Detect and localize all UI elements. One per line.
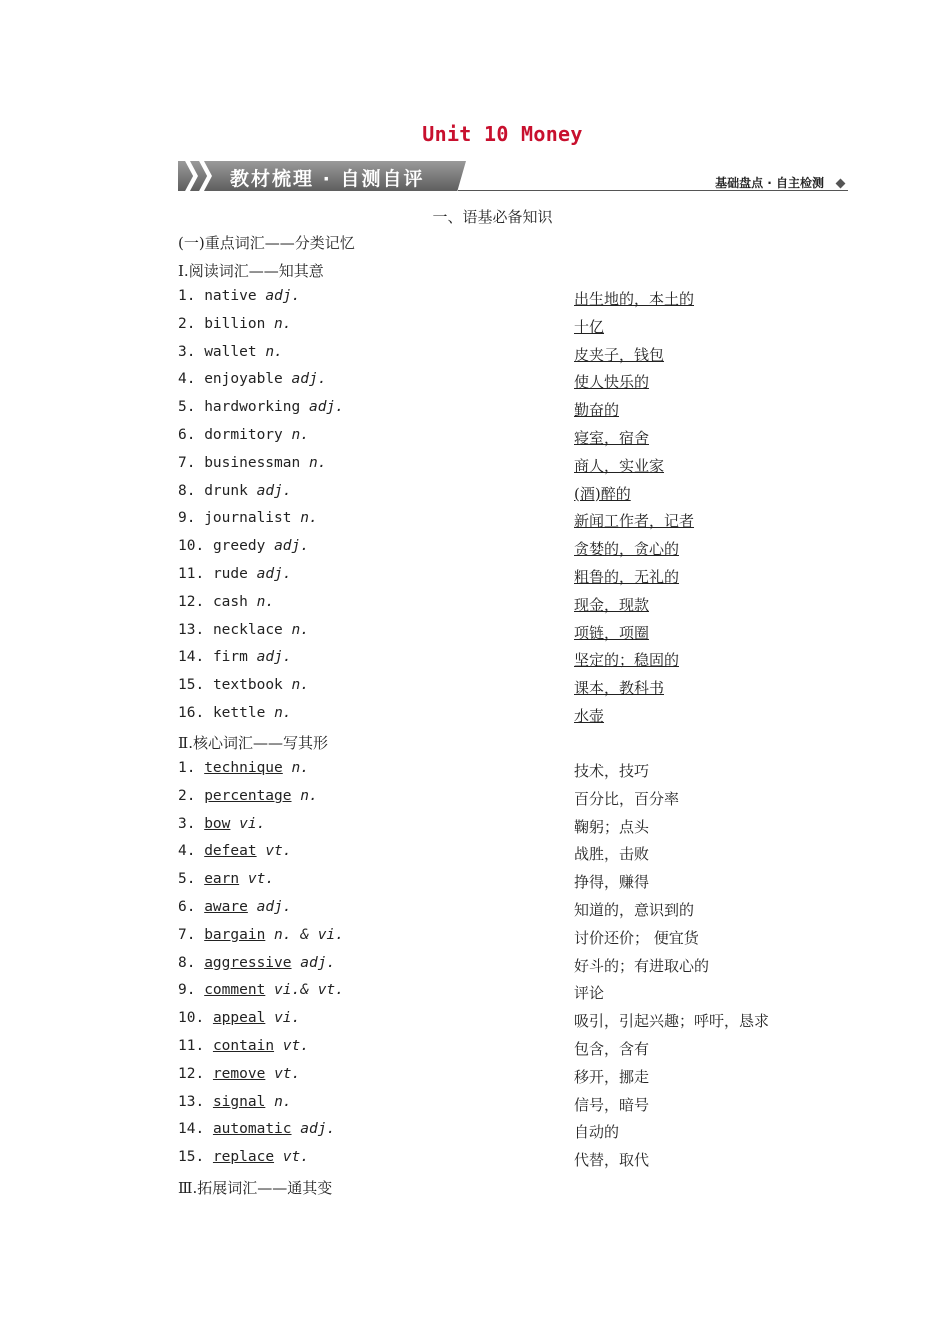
item-number: 12. xyxy=(178,1065,205,1082)
chinese-meaning: 现金，现款 xyxy=(574,595,650,614)
list-item xyxy=(178,1149,858,1173)
section-banner xyxy=(178,158,848,196)
chinese-meaning: 项链，项圈 xyxy=(574,623,650,642)
word-entry xyxy=(178,649,292,665)
english-word: percentage xyxy=(204,787,292,804)
list-item xyxy=(178,1094,858,1118)
english-word: drunk xyxy=(204,482,248,499)
word-entry xyxy=(178,788,318,804)
word-entry xyxy=(178,594,274,610)
item-number: 11. xyxy=(178,1038,205,1054)
banner-subtitle: 基础盘点 · 自主检测 xyxy=(715,176,824,190)
part-of-speech: vt. xyxy=(282,1149,309,1166)
english-word: replace xyxy=(212,1149,275,1166)
list-item xyxy=(178,899,858,923)
english-word: billion xyxy=(204,315,266,332)
part-of-speech: vt. xyxy=(247,871,275,888)
part-of-speech: adj. xyxy=(308,399,344,416)
list-item xyxy=(178,955,858,979)
chinese-meaning: 挣得，赚得 xyxy=(574,873,650,892)
item-number: 15. xyxy=(178,1149,205,1166)
chinese-meaning: 信号，暗号 xyxy=(574,1095,650,1114)
english-word: signal xyxy=(212,1093,266,1110)
list-item xyxy=(178,371,858,395)
part-of-speech: n. xyxy=(291,621,309,638)
item-number: 12. xyxy=(178,593,205,610)
chinese-meaning: 坚定的；稳固的 xyxy=(574,651,680,670)
list-item xyxy=(178,455,858,479)
part-of-speech: n. & vi. xyxy=(274,926,344,943)
item-number: 10. xyxy=(178,1010,205,1027)
list-item xyxy=(178,760,858,784)
english-word: necklace xyxy=(212,621,283,638)
part-of-speech: n. xyxy=(291,760,309,776)
item-number: 7. xyxy=(178,454,196,471)
part-of-speech: vt. xyxy=(274,1065,301,1082)
item-number: 1. xyxy=(178,760,196,776)
item-number: 4. xyxy=(178,371,196,388)
list-item xyxy=(178,816,858,840)
chinese-meaning: 自动的 xyxy=(574,1123,620,1142)
list-item xyxy=(178,1121,858,1145)
item-number: 2. xyxy=(178,315,196,332)
chinese-meaning: 水壶 xyxy=(574,707,605,725)
item-number: 2. xyxy=(178,787,196,804)
chinese-meaning: 新闻工作者，记者 xyxy=(574,512,695,531)
part-of-speech: n. xyxy=(300,510,318,527)
word-entry xyxy=(178,1094,292,1110)
list-item xyxy=(178,843,858,867)
part-of-speech: adj. xyxy=(274,538,309,555)
list-item xyxy=(178,1066,858,1090)
word-entry xyxy=(178,344,283,360)
part-of-speech: vt. xyxy=(265,843,292,860)
word-entry xyxy=(178,566,292,582)
item-number: 5. xyxy=(178,871,196,888)
word-entry xyxy=(178,1121,335,1137)
word-entry xyxy=(178,455,326,471)
chinese-meaning: 寝室，宿舍 xyxy=(574,429,650,447)
chinese-meaning: 粗鲁的，无礼的 xyxy=(574,568,680,586)
word-entry xyxy=(178,871,274,887)
chinese-meaning: 移开，挪走 xyxy=(574,1067,650,1086)
english-word: rude xyxy=(212,566,248,582)
chinese-meaning: 包含，含有 xyxy=(574,1040,650,1058)
item-number: 9. xyxy=(178,982,196,999)
item-number: 14. xyxy=(178,649,205,666)
english-word: greedy xyxy=(212,538,266,555)
list-item xyxy=(178,1010,858,1034)
list-item xyxy=(178,399,858,423)
english-word: technique xyxy=(204,760,283,776)
english-word: firm xyxy=(212,649,248,666)
list-item xyxy=(178,344,858,368)
part-of-speech: adj. xyxy=(256,649,292,666)
chinese-meaning: 贪婪的，贪心的 xyxy=(574,540,680,559)
word-entry xyxy=(178,1149,309,1165)
word-entry xyxy=(178,538,309,554)
english-word: comment xyxy=(204,982,266,999)
list-item xyxy=(178,594,858,618)
chinese-meaning: 使人快乐的 xyxy=(574,373,650,392)
word-entry xyxy=(178,677,309,693)
english-word: aggressive xyxy=(204,954,292,971)
english-word: textbook xyxy=(212,677,283,694)
part-of-speech: n. xyxy=(308,454,327,471)
word-entry xyxy=(178,927,344,943)
item-number: 3. xyxy=(178,343,196,360)
english-word: native xyxy=(204,288,257,304)
part-of-speech: vi.& vt. xyxy=(274,982,344,999)
part-of-speech: adj. xyxy=(300,1121,336,1138)
banner-title: 教材梳理 · 自测自评 xyxy=(230,168,425,190)
english-word: earn xyxy=(204,871,240,888)
word-entry xyxy=(178,427,309,443)
page-title: Unit 10 Money xyxy=(422,122,583,146)
part-of-speech: adj. xyxy=(265,288,301,304)
part-of-speech: n. xyxy=(265,343,283,360)
item-number: 15. xyxy=(178,677,205,694)
item-number: 8. xyxy=(178,954,196,971)
part-of-speech: adj. xyxy=(256,899,292,915)
item-number: 13. xyxy=(178,1093,205,1110)
english-word: defeat xyxy=(204,843,257,860)
english-word: aware xyxy=(204,899,248,915)
chinese-meaning: 课本，教科书 xyxy=(574,679,665,698)
word-entry xyxy=(178,843,292,859)
part-of-speech: n. xyxy=(274,315,292,332)
list-item xyxy=(178,705,858,729)
english-word: bargain xyxy=(204,926,266,943)
subsection-heading: (一)重点词汇——分类记忆 xyxy=(178,234,355,252)
item-number: 5. xyxy=(178,399,196,416)
chinese-meaning: 鞠躬；点头 xyxy=(574,817,650,836)
part-of-speech: n. xyxy=(291,677,309,694)
list-item xyxy=(178,316,858,340)
list-item xyxy=(178,483,858,507)
english-word: hardworking xyxy=(204,399,301,416)
chinese-meaning: 吸引，引起兴趣；呼吁，恳求 xyxy=(574,1012,770,1031)
word-entry xyxy=(178,705,292,721)
chinese-meaning: 百分比，百分率 xyxy=(574,789,680,808)
chinese-meaning: (酒)醉的 xyxy=(574,484,631,503)
item-number: 1. xyxy=(178,288,196,304)
item-number: 9. xyxy=(178,510,196,527)
english-word: kettle xyxy=(212,705,266,721)
list-item xyxy=(178,288,858,312)
chinese-meaning: 商人，实业家 xyxy=(574,456,665,475)
word-entry xyxy=(178,899,292,915)
english-word: wallet xyxy=(204,343,257,360)
english-word: automatic xyxy=(212,1121,292,1138)
part1-heading: Ⅰ.阅读词汇——知其意 xyxy=(178,262,324,280)
english-word: remove xyxy=(212,1065,266,1082)
chinese-meaning: 出生地的，本土的 xyxy=(574,290,695,308)
word-entry xyxy=(178,1010,300,1026)
part-of-speech: vi. xyxy=(274,1010,301,1027)
part-of-speech: adj. xyxy=(300,954,336,971)
chinese-meaning: 评论 xyxy=(574,984,605,1003)
list-item xyxy=(178,427,858,451)
diamond-icon xyxy=(836,179,846,189)
item-number: 13. xyxy=(178,621,205,638)
part-of-speech: adj. xyxy=(256,566,292,582)
item-number: 3. xyxy=(178,815,196,832)
chinese-meaning: 知道的，意识到的 xyxy=(574,901,695,919)
english-word: businessman xyxy=(204,454,301,471)
word-entry xyxy=(178,760,309,776)
part-of-speech: n. xyxy=(291,427,309,443)
item-number: 10. xyxy=(178,538,205,555)
english-word: contain xyxy=(212,1038,275,1054)
chinese-meaning: 代替，取代 xyxy=(574,1151,650,1170)
part-of-speech: vi. xyxy=(239,815,266,832)
item-number: 8. xyxy=(178,482,196,499)
item-number: 6. xyxy=(178,899,196,915)
list-item xyxy=(178,1038,858,1062)
list-item xyxy=(178,788,858,812)
word-entry xyxy=(178,955,335,971)
part-of-speech: adj. xyxy=(256,482,292,499)
item-number: 14. xyxy=(178,1121,205,1138)
chinese-meaning: 技术，技巧 xyxy=(574,762,650,780)
english-word: bow xyxy=(204,815,231,832)
list-item xyxy=(178,566,858,590)
english-word: cash xyxy=(212,593,248,610)
word-entry xyxy=(178,288,300,304)
item-number: 4. xyxy=(178,843,196,860)
part-of-speech: n. xyxy=(256,593,275,610)
list-item xyxy=(178,677,858,701)
section-title: 一、语基必备知识 xyxy=(432,208,553,226)
part2-heading: Ⅱ.核心词汇——写其形 xyxy=(178,734,328,752)
english-word: dormitory xyxy=(204,427,283,443)
list-item xyxy=(178,510,858,534)
list-item xyxy=(178,622,858,646)
word-entry xyxy=(178,1066,300,1082)
chinese-meaning: 皮夹子，钱包 xyxy=(574,345,665,364)
part-of-speech: n. xyxy=(300,787,318,804)
chinese-meaning: 勤奋的 xyxy=(574,401,620,420)
list-item xyxy=(178,927,858,951)
chinese-meaning: 战胜，击败 xyxy=(574,845,650,864)
item-number: 7. xyxy=(178,926,196,943)
word-entry xyxy=(178,622,309,638)
word-entry xyxy=(178,816,265,832)
part-of-speech: vt. xyxy=(282,1038,309,1054)
word-entry xyxy=(178,483,292,499)
english-word: appeal xyxy=(212,1010,266,1027)
item-number: 6. xyxy=(178,427,196,443)
list-item xyxy=(178,871,858,895)
part-of-speech: n. xyxy=(274,1093,292,1110)
chinese-meaning: 好斗的；有进取心的 xyxy=(574,956,710,975)
part-of-speech: n. xyxy=(274,705,292,721)
list-item xyxy=(178,538,858,562)
part3-heading: Ⅲ.拓展词汇——通其变 xyxy=(178,1179,333,1197)
word-entry xyxy=(178,510,318,526)
list-item xyxy=(178,649,858,673)
english-word: journalist xyxy=(204,510,292,527)
list-item xyxy=(178,982,858,1006)
part-of-speech: adj. xyxy=(291,371,327,388)
word-entry xyxy=(178,982,344,998)
word-entry xyxy=(178,399,344,415)
english-word: enjoyable xyxy=(204,371,283,388)
chinese-meaning: 十亿 xyxy=(574,317,605,336)
chinese-meaning: 讨价还价； 便宜货 xyxy=(574,928,699,947)
word-entry xyxy=(178,1038,309,1054)
item-number: 16. xyxy=(178,705,205,721)
word-entry xyxy=(178,371,326,387)
word-entry xyxy=(178,316,292,332)
item-number: 11. xyxy=(178,566,205,582)
